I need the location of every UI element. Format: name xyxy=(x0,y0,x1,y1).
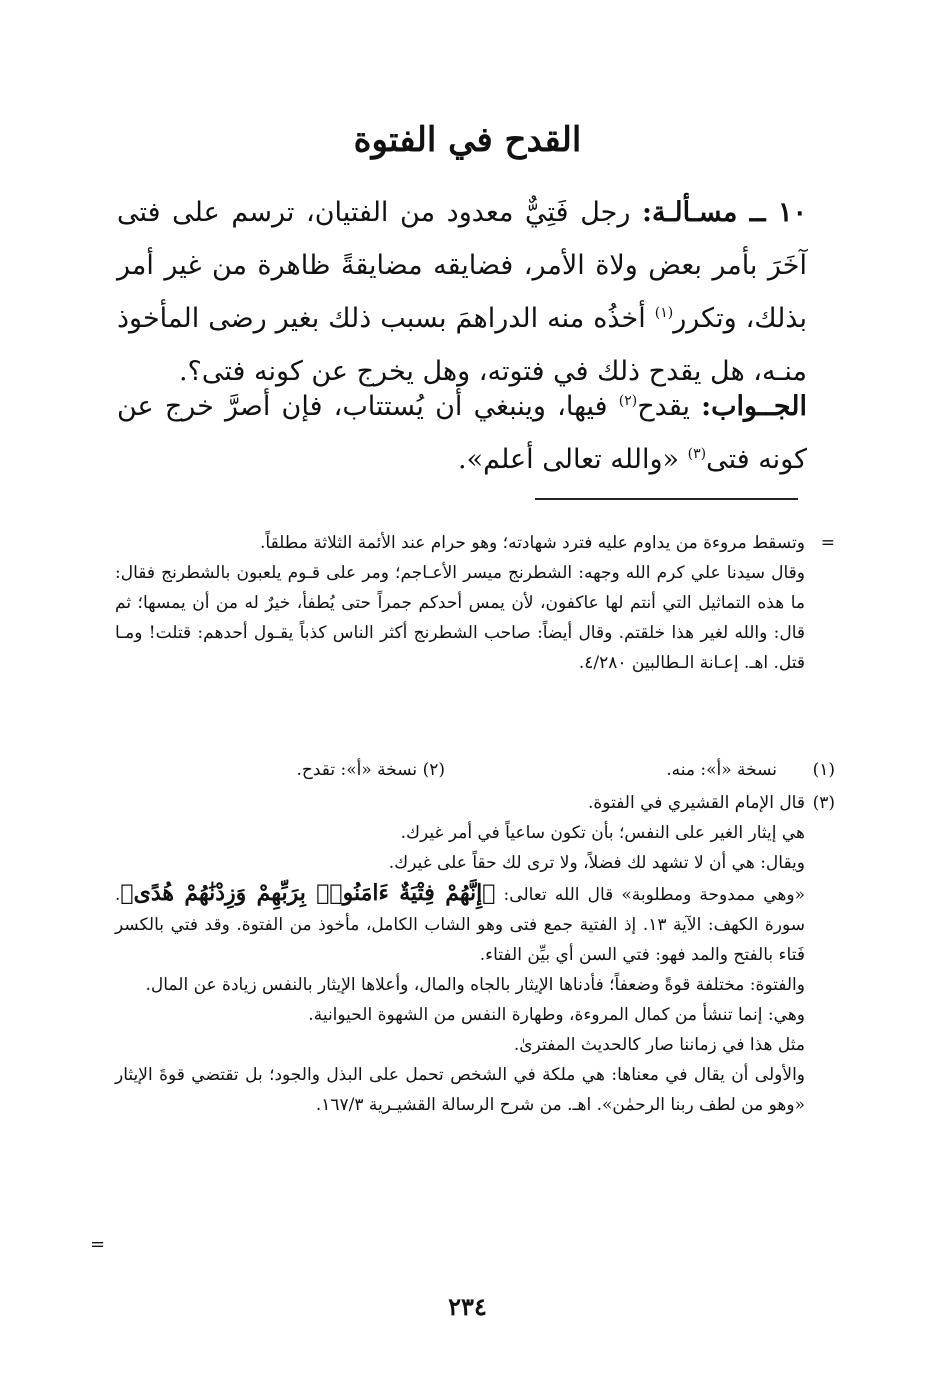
footnote-1-text: نسخة «أ»: منه. xyxy=(666,760,777,780)
footnote-3 xyxy=(115,788,835,1120)
continued-marker: = xyxy=(90,1234,106,1255)
question-label: ١٠ ــ مسـألـة: xyxy=(642,197,807,228)
footnote-ref-2[interactable]: (٢) xyxy=(618,393,638,409)
footnote-3-line-8: والأولى أن يقال في معناها: هي ملكة في الشخص تحمل على البذل والجود؛ بل تقتضي قوةَ الإيثار «وهو من لطف ربنا الرحمٰن». اهـ. من شرح الرسالة القشيـرية ١٦٧/٣. xyxy=(115,1065,805,1115)
page-number: ٢٣٤ xyxy=(448,1292,487,1321)
continuation-marker: = xyxy=(820,533,835,553)
quran-commentary: . سورة الكهف: الآية ١٣. إذ الفتية جمع فتى وهو الشاب الكامل، مأخوذ من الفتوة. وقد فتي بالكسر فَتاء بالفتح والمد فهو: فتي السن أي بيِّن الفتاء. xyxy=(115,885,805,965)
footnote-2-number: (٢) xyxy=(422,760,445,780)
footnote-2 xyxy=(296,755,445,785)
quran-intro: «وهي ممدوحة ومطلوبة» قال الله تعالى: xyxy=(503,885,805,905)
answer-text-1: يقدح xyxy=(637,391,690,422)
footnote-3-line-1: قال الإمام القشيري في الفتوة. xyxy=(587,793,805,813)
footnote-separator xyxy=(535,498,798,500)
footnote-3-number: (٣) xyxy=(812,793,835,813)
question-text-2: أخذُه منه الدراهمَ بسبب ذلك بغير رضى المأخوذ منـه، هل يقدح ذلك في فتوته، وهل يخرج عن كونه فتى؟. xyxy=(117,303,807,387)
footnote-ref-1[interactable]: (١) xyxy=(654,305,674,321)
footnote-3-line-2: هي إيثار الغير على النفس؛ بأن تكون ساعياً في أمر غيرك. xyxy=(400,823,805,843)
footnote-3-line-7: مثل هذا في زماننا صار كالحديث المفترىٰ. xyxy=(513,1035,805,1055)
footnote-2-text: نسخة «أ»: تقدح. xyxy=(296,760,418,780)
answer-paragraph xyxy=(117,380,807,486)
continuation-line-1: وتسقط مروءة من يداوم عليه فترد شهادته؛ وهو حرام عند الأئمة الثلاثة مطلقاً. xyxy=(259,533,805,553)
continuation-line-2: وقال سيدنا علي كرم الله وجهه: الشطرنج ميسر الأعـاجم؛ ومر على قـوم يلعبون بالشطرنج فقال: ما هذه التماثيل التي أنتم لها عاكفون، لأن يمس أحدكم جمراً حتى يُطفأ، خيرٌ له من أن يمسها؛ ثم قال: والله لغير هذا خلقتم. وقال أيضاً: صاحب الشطرنج أكثر الناس كذباً يقـول أحدهم: قتلت! ومـا قتل. اهـ. إعـانة الـطالبين ٤/٢٨٠. xyxy=(115,563,805,673)
footnote-continuation xyxy=(115,528,835,678)
footnote-1-number: (١) xyxy=(812,760,835,780)
footnote-3-line-5: والفتوة: مختلفة قوةً وضعفاً؛ فأدناها الإيثار بالجاه والمال، وأعلاها الإيثار بالنفس زيادة عن المال. xyxy=(145,975,805,995)
answer-label: الجــواب: xyxy=(701,391,807,422)
question-text-1: رجل فَتِيٌّ معدود من الفتيان، ترسم على فتى آخَرَ بأمر بعض ولاة الأمر، فضايقه مضايقةً ظاهرة من غير أمر بذلك، وتكرر xyxy=(117,197,807,334)
footnote-ref-3[interactable]: (٣) xyxy=(687,446,707,462)
answer-text-3: «والله تعالى أعلم». xyxy=(458,444,679,475)
section-title: القدح في الفتوة xyxy=(353,120,582,160)
answer-text-2: فيها، وينبغي أن يُستتاب، فإن أصرَّ خرج عن كونه فتى xyxy=(117,391,807,475)
question-paragraph xyxy=(117,186,807,398)
quran-verse: ﴿إِنَّهُمْ فِتْيَةٌ ءَامَنُوا۟ بِرَبِّهِمْ وَزِدْنَٰهُمْ هُدًى﴾ xyxy=(120,880,496,906)
footnote-3-line-6: وهي: إنما تنشأ من كمال المروءة، وطهارة النفس من الشهوة الحيوانية. xyxy=(308,1005,805,1025)
footnote-3-quran-paragraph xyxy=(115,878,805,970)
footnote-3-line-3: ويقال: هي أن لا تشهد لك فضلاً، ولا ترى لك حقاً على غيرك. xyxy=(388,853,805,873)
